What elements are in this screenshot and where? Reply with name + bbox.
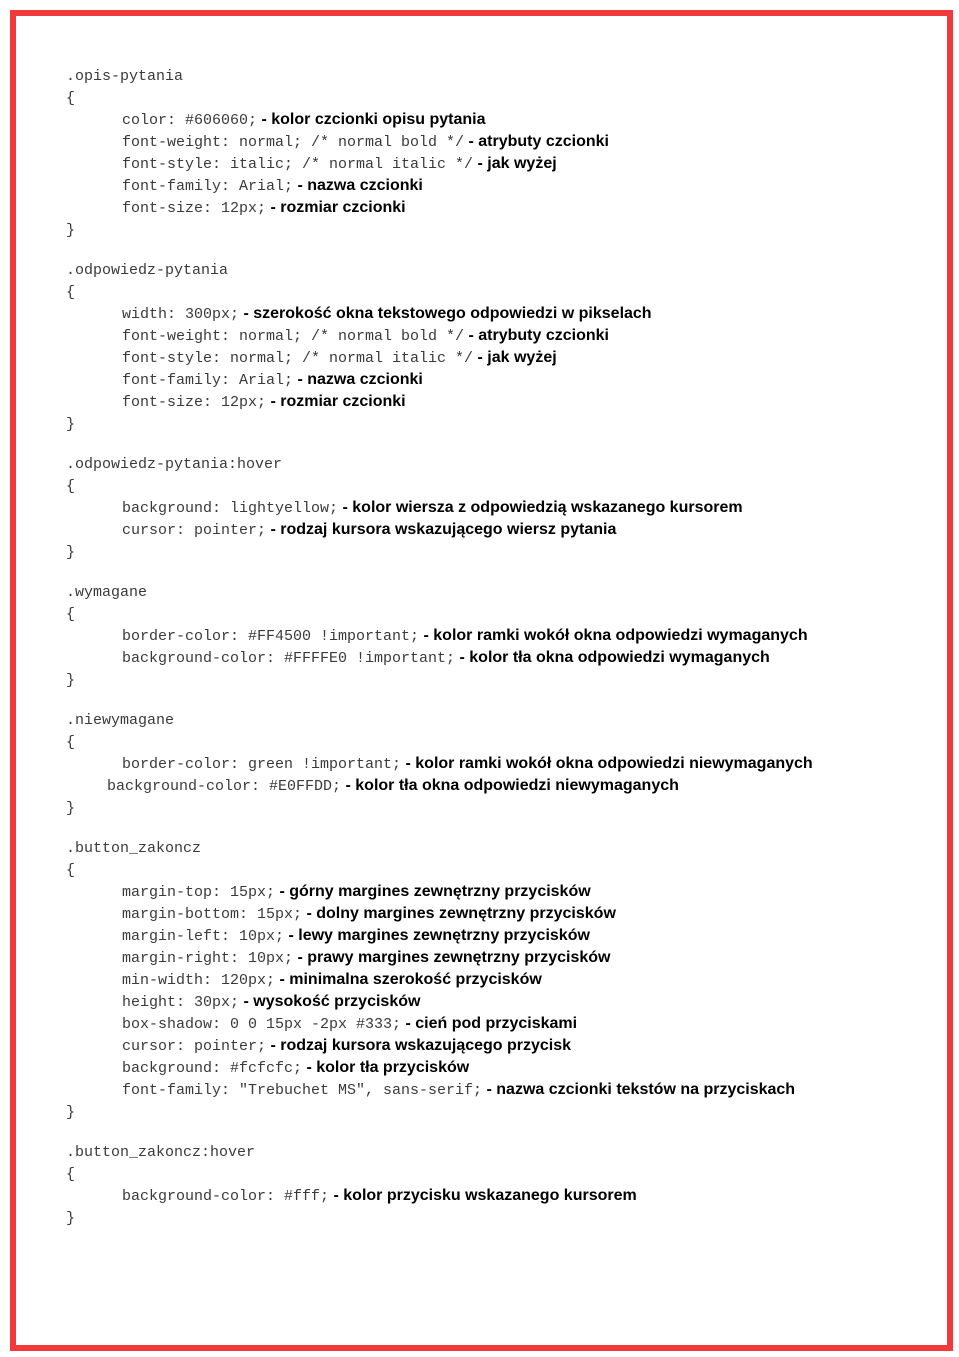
declaration-comment: - wysokość przycisków <box>239 993 421 1010</box>
selector: .odpowiedz-pytania:hover <box>66 456 283 473</box>
declaration-comment: - kolor ramki wokół okna odpowiedzi niewymaganych <box>401 755 813 772</box>
selector: .button_zakoncz:hover <box>66 1144 256 1161</box>
declaration-comment: - kolor tła okna odpowiedzi wymaganych <box>455 649 770 666</box>
declaration-code: background-color: #E0FFDD; <box>107 778 342 795</box>
declaration-comment: - lewy margines zewnętrzny przycisków <box>284 927 590 944</box>
close-brace: } <box>66 672 76 689</box>
declaration-code: font-size: 12px; <box>122 394 267 411</box>
declaration-comment: - dolny margines zewnętrzny przycisków <box>302 905 616 922</box>
declaration-line <box>66 153 946 175</box>
declaration-code: background: lightyellow; <box>122 500 339 517</box>
declaration-line <box>66 903 946 925</box>
declaration-comment: - rodzaj kursora wskazującego wiersz pytania <box>266 521 617 538</box>
declaration-code: cursor: pointer; <box>122 522 267 539</box>
declaration-comment: - cień pod przyciskami <box>401 1015 578 1032</box>
declaration-line <box>66 109 946 131</box>
declaration-code: min-width: 120px; <box>122 972 276 989</box>
selector-line <box>66 259 946 281</box>
declaration-code: margin-top: 15px; <box>122 884 276 901</box>
close-brace: } <box>66 222 76 239</box>
declaration-code: box-shadow: 0 0 15px -2px #333; <box>122 1016 402 1033</box>
declaration-code: font-style: italic; /* normal italic */ <box>122 156 474 173</box>
declaration-comment: - atrybuty czcionki <box>464 327 609 344</box>
declaration-comment: - kolor tła okna odpowiedzi niewymaganych <box>341 777 679 794</box>
declaration-comment: - prawy margines zewnętrzny przycisków <box>293 949 611 966</box>
selector: .wymagane <box>66 584 148 601</box>
declaration-code: background-color: #fff; <box>122 1188 330 1205</box>
declaration-comment: - nazwa czcionki <box>293 177 423 194</box>
selector: .niewymagane <box>66 712 175 729</box>
declaration-code: font-style: normal; /* normal italic */ <box>122 350 474 367</box>
declaration-line <box>66 519 946 541</box>
declaration-comment: - rodzaj kursora wskazującego przycisk <box>266 1037 572 1054</box>
declaration-line <box>66 175 946 197</box>
declaration-line <box>66 197 946 219</box>
declaration-code: margin-right: 10px; <box>122 950 294 967</box>
declaration-code: background-color: #FFFFE0 !important; <box>122 650 456 667</box>
declaration-code: width: 300px; <box>122 306 240 323</box>
declaration-code: margin-left: 10px; <box>122 928 285 945</box>
declaration-line <box>66 303 946 325</box>
declaration-line <box>66 881 946 903</box>
declaration-code: font-family: "Trebuchet MS", sans-serif; <box>122 1082 483 1099</box>
close-brace: } <box>66 1104 76 1121</box>
declaration-comment: - kolor tła przycisków <box>302 1059 470 1076</box>
declaration-comment: - minimalna szerokość przycisków <box>275 971 542 988</box>
selector-line <box>66 1141 946 1163</box>
declaration-code: font-family: Arial; <box>122 372 294 389</box>
declaration-line <box>66 325 946 347</box>
selector: .button_zakoncz <box>66 840 202 857</box>
open-brace: { <box>66 284 76 301</box>
declaration-line <box>66 1079 946 1101</box>
declaration-line <box>66 625 946 647</box>
open-brace: { <box>66 90 76 107</box>
close-brace: } <box>66 544 76 561</box>
declaration-comment: - szerokość okna tekstowego odpowiedzi w pikselach <box>239 305 652 322</box>
close-brace: } <box>66 800 76 817</box>
declaration-line <box>66 1185 946 1207</box>
declaration-comment: - rozmiar czcionki <box>266 393 406 410</box>
declaration-comment: - kolor czcionki opisu pytania <box>257 111 486 128</box>
declaration-comment: - kolor wiersza z odpowiedzią wskazanego kursorem <box>338 499 743 516</box>
selector: .odpowiedz-pytania <box>66 262 229 279</box>
open-brace: { <box>66 606 76 623</box>
selector-line <box>66 837 946 859</box>
declaration-code: font-weight: normal; /* normal bold */ <box>122 134 465 151</box>
declaration-line <box>66 1057 946 1079</box>
declaration-line <box>66 925 946 947</box>
declaration-comment: - kolor przycisku wskazanego kursorem <box>329 1187 637 1204</box>
open-brace: { <box>66 1166 76 1183</box>
declaration-line <box>66 131 946 153</box>
declaration-line <box>66 369 946 391</box>
declaration-comment: - górny margines zewnętrzny przycisków <box>275 883 591 900</box>
declaration-code: border-color: #FF4500 !important; <box>122 628 420 645</box>
declaration-line <box>66 1035 946 1057</box>
declaration-comment: - jak wyżej <box>473 155 557 172</box>
declaration-line <box>66 775 946 797</box>
selector-line <box>66 453 946 475</box>
declaration-comment: - kolor ramki wokół okna odpowiedzi wymaganych <box>419 627 808 644</box>
declaration-line <box>66 347 946 369</box>
declaration-code: background: #fcfcfc; <box>122 1060 303 1077</box>
declaration-code: color: #606060; <box>122 112 258 129</box>
declaration-comment: - jak wyżej <box>473 349 557 366</box>
open-brace: { <box>66 862 76 879</box>
declaration-line <box>66 391 946 413</box>
declaration-code: border-color: green !important; <box>122 756 402 773</box>
declaration-line <box>66 647 946 669</box>
declaration-code: margin-bottom: 15px; <box>122 906 303 923</box>
declaration-line <box>66 991 946 1013</box>
declaration-comment: - atrybuty czcionki <box>464 133 609 150</box>
selector-line <box>66 65 946 87</box>
declaration-comment: - rozmiar czcionki <box>266 199 406 216</box>
selector: .opis-pytania <box>66 68 184 85</box>
close-brace: } <box>66 1210 76 1227</box>
declaration-line <box>66 969 946 991</box>
declaration-comment: - nazwa czcionki tekstów na przyciskach <box>482 1081 796 1098</box>
close-brace: } <box>66 416 76 433</box>
declaration-code: font-weight: normal; /* normal bold */ <box>122 328 465 345</box>
selector-line <box>66 581 946 603</box>
declaration-line <box>66 497 946 519</box>
declaration-code: font-size: 12px; <box>122 200 267 217</box>
page-frame <box>10 10 953 1351</box>
open-brace: { <box>66 478 76 495</box>
declaration-code: height: 30px; <box>122 994 240 1011</box>
css-listing <box>66 65 946 1229</box>
selector-line <box>66 709 946 731</box>
declaration-line <box>66 1013 946 1035</box>
declaration-line <box>66 753 946 775</box>
declaration-line <box>66 947 946 969</box>
declaration-comment: - nazwa czcionki <box>293 371 423 388</box>
open-brace: { <box>66 734 76 751</box>
declaration-code: cursor: pointer; <box>122 1038 267 1055</box>
declaration-code: font-family: Arial; <box>122 178 294 195</box>
